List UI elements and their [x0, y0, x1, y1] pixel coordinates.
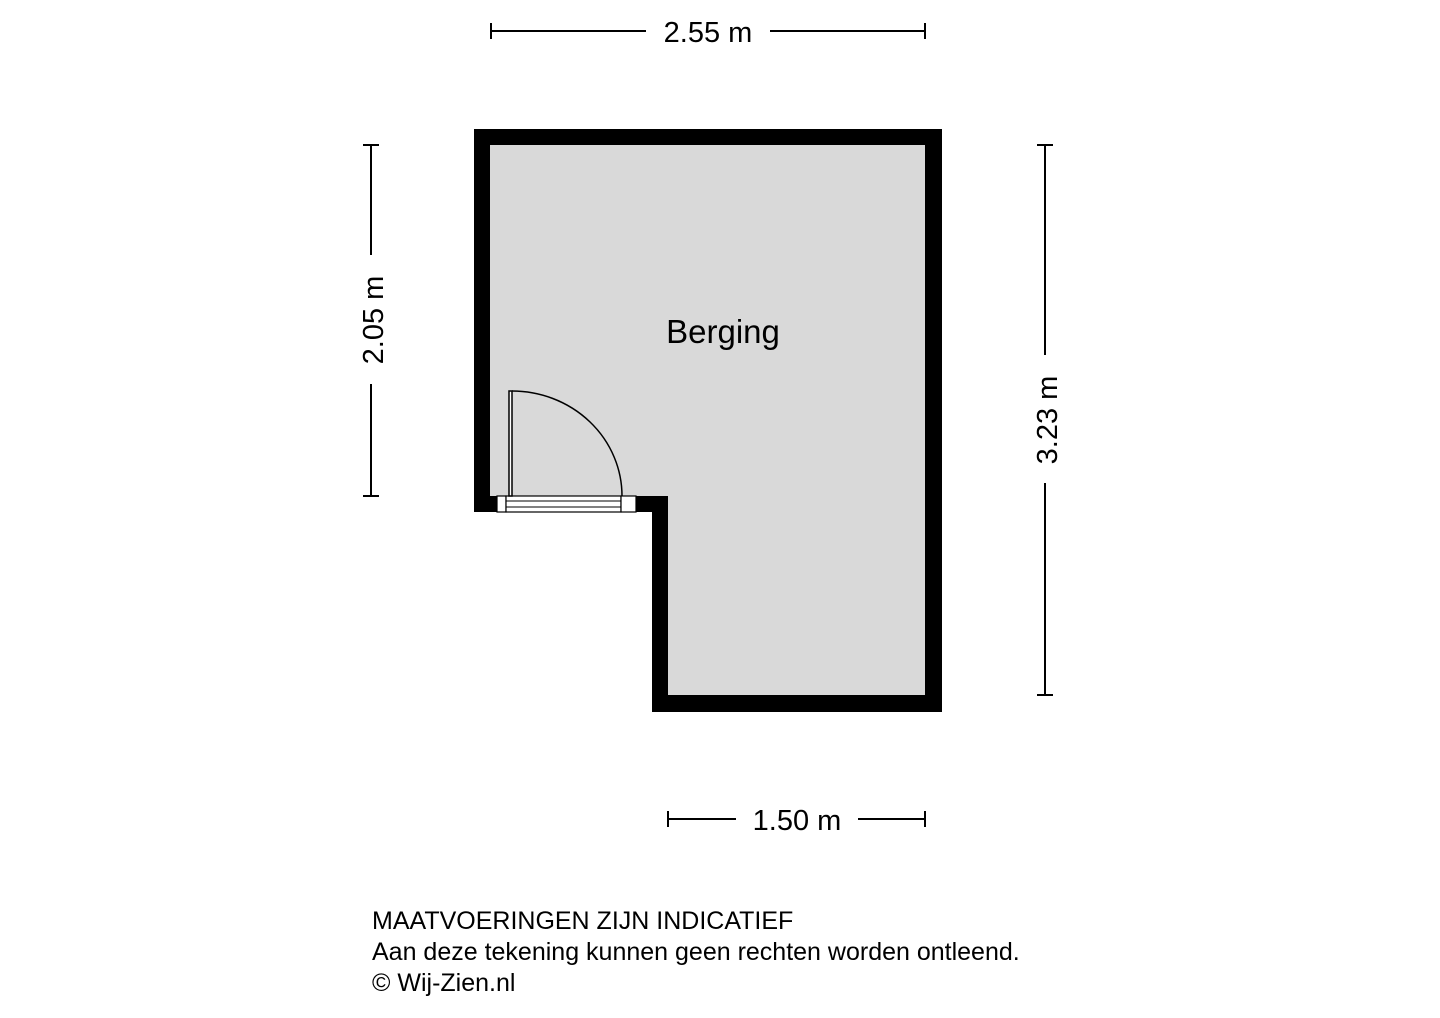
- door-frame-left: [497, 496, 506, 512]
- wall-step-horizontal: [636, 496, 668, 512]
- dimension-left-label: 2.05 m: [358, 275, 390, 365]
- wall-step-vertical: [652, 496, 668, 712]
- wall-right: [925, 129, 942, 712]
- wall-left-stub: [474, 496, 497, 512]
- wall-left: [474, 129, 490, 512]
- door-frame-right: [621, 496, 636, 512]
- wall-top: [474, 129, 942, 145]
- disclaimer: [372, 906, 1020, 999]
- disclaimer-line-2: Aan deze tekening kunnen geen rechten worden ontleend.: [372, 938, 1020, 966]
- wall-bottom: [652, 695, 942, 712]
- door-opening: [497, 496, 636, 512]
- room-label: Berging: [666, 313, 780, 350]
- room-floor: [490, 145, 925, 695]
- copyright-line: © Wij-Zien.nl: [372, 969, 516, 997]
- dimension-top-label: 2.55 m: [663, 17, 753, 49]
- door-threshold: [506, 496, 621, 512]
- dimension-right-label: 3.23 m: [1032, 375, 1064, 465]
- door-leaf: [509, 391, 512, 496]
- disclaimer-line-1: MAATVOERINGEN ZIJN INDICATIEF: [372, 907, 794, 935]
- dimension-bottom-label: 1.50 m: [752, 805, 842, 837]
